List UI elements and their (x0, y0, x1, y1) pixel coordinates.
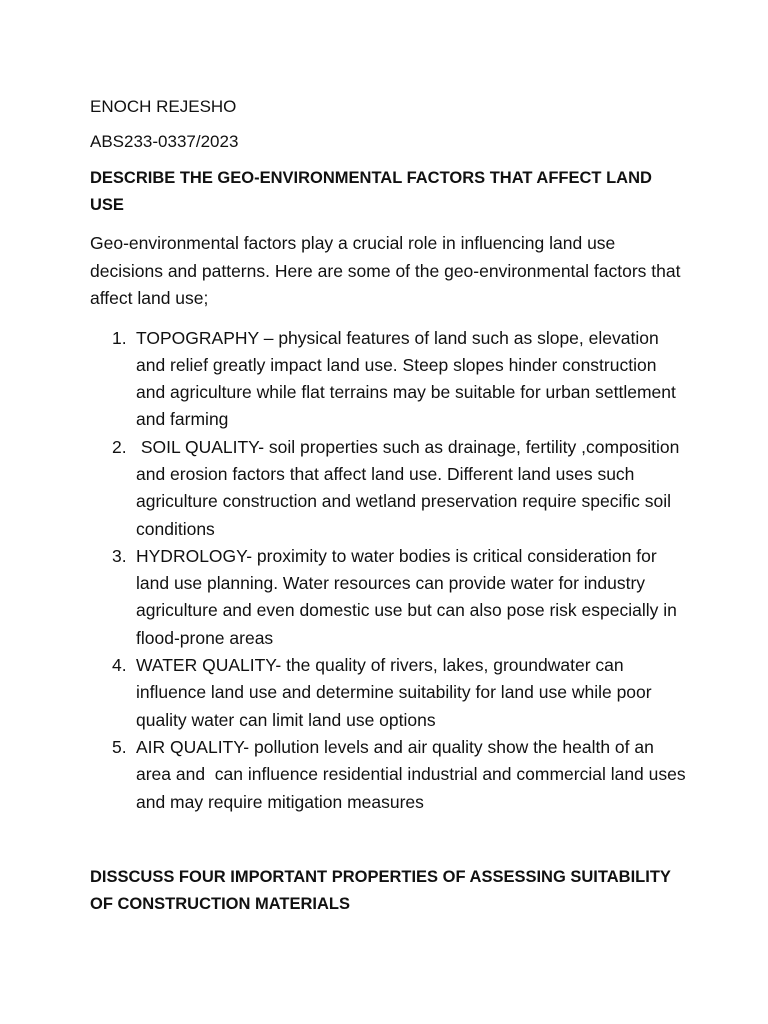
list-item-text: HYDROLOGY- proximity to water bodies is critical consideration for land use planning. Water resources can provide water for industry agriculture and even domestic use but can also pose risk especially in flood-prone areas (136, 545, 677, 648)
list-item (90, 325, 690, 434)
list-number: 3. (112, 545, 127, 566)
list-item (90, 652, 690, 734)
list-number: 4. (112, 655, 127, 676)
factors-list (90, 325, 690, 816)
question-heading-1: DESCRIBE THE GEO-ENVIRONMENTAL FACTORS THAT AFFECT LAND USE (90, 169, 652, 214)
document-body (90, 95, 690, 929)
list-number: 5. (112, 736, 127, 757)
registration-number: ABS233-0337/2023 (90, 132, 239, 151)
list-item (90, 543, 690, 652)
list-item (90, 434, 690, 543)
list-item (90, 734, 690, 816)
list-item-text: AIR QUALITY- pollution levels and air quality show the health of an area and can influence residential industrial and commercial land uses and may require mitigation measures (136, 736, 691, 812)
list-number: 2. (112, 436, 127, 457)
author-name: ENOCH REJESHO (90, 97, 237, 116)
list-number: 1. (112, 327, 127, 348)
list-item-text: SOIL QUALITY- soil properties such as drainage, fertility ,composition and erosion factors that affect land use. Different land uses such agriculture construction and wetland preservation require specific soil conditions (136, 436, 685, 539)
intro-paragraph: Geo-environmental factors play a crucial role in influencing land use decisions and patterns. Here are some of the geo-environmental factors that affect land use; (90, 233, 681, 308)
list-item-text: TOPOGRAPHY – physical features of land such as slope, elevation and relief greatly impact land use. Steep slopes hinder construction and agriculture while flat terrains may be suitable for urban settlement and farming (136, 327, 676, 430)
list-item-text: WATER QUALITY- the quality of rivers, lakes, groundwater can influence land use and determine suitability for land use while poor quality water can limit land use options (136, 655, 652, 730)
question-heading-2: DISSCUSS FOUR IMPORTANT PROPERTIES OF ASSESSING SUITABILITY OF CONSTRUCTION MATERIALS (90, 867, 671, 913)
